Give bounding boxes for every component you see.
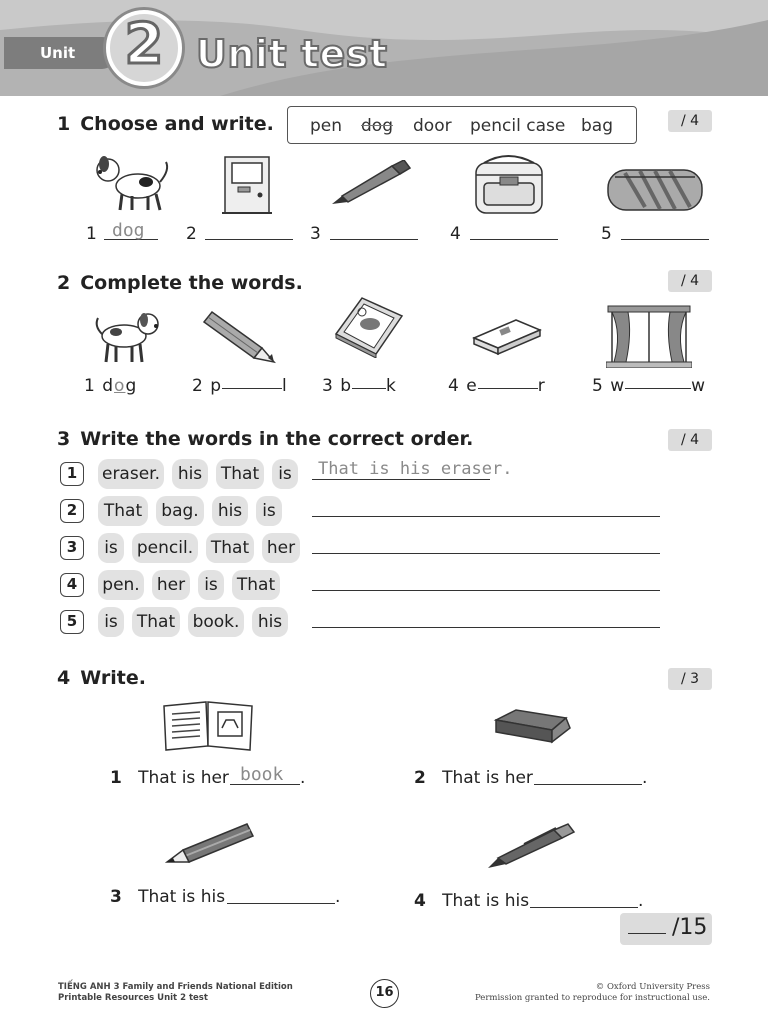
answer-line[interactable] — [312, 626, 660, 628]
word-chip[interactable]: That — [98, 496, 148, 526]
word-end: l — [282, 376, 288, 396]
book-icon — [160, 698, 256, 752]
item-number: 4 — [448, 376, 460, 396]
section2-title: Complete the words. — [80, 272, 303, 294]
section3-score: / 4 — [668, 429, 712, 451]
word-middle: o — [114, 376, 126, 396]
item-number: 1 — [110, 768, 122, 788]
section1-heading — [57, 113, 274, 135]
word-chip[interactable]: pen. — [98, 570, 144, 600]
answer-text: That is his eraser. — [318, 459, 513, 479]
footer-left-line1: TIẾNG ANH 3 Family and Friends National Edition — [58, 982, 293, 992]
word-chip[interactable]: is — [98, 607, 124, 637]
section1-number: 1 — [57, 113, 71, 135]
word-end: r — [537, 376, 546, 396]
door-icon — [222, 155, 272, 217]
sentence-period: . — [335, 887, 341, 907]
word-chip[interactable]: is — [98, 533, 124, 563]
letter-blank[interactable] — [478, 387, 538, 389]
word-chip[interactable]: his — [252, 607, 288, 637]
word-fill-item — [192, 376, 288, 396]
pen-icon — [330, 160, 412, 208]
word-chip[interactable]: That — [132, 607, 180, 637]
footer-left-line2: Printable Resources Unit 2 test — [58, 993, 208, 1003]
word-chip[interactable]: That — [216, 459, 264, 489]
section3-heading — [57, 428, 473, 450]
answer-text: book — [240, 764, 284, 785]
section2-score: / 4 — [668, 270, 712, 292]
footer-right — [475, 982, 710, 1004]
answer-line[interactable] — [470, 238, 558, 240]
answer-line[interactable] — [312, 552, 660, 554]
word-start: w — [610, 376, 626, 396]
letter-blank[interactable] — [352, 387, 386, 389]
window-icon — [606, 304, 692, 368]
section2-heading — [57, 272, 303, 294]
pencil-case-icon — [605, 165, 705, 215]
sentence-item — [414, 768, 533, 788]
answer-text: dog — [112, 220, 145, 241]
sentence-text: That is her — [442, 768, 533, 788]
word-chip[interactable]: is — [272, 459, 298, 489]
unit-number: 2 — [124, 12, 164, 77]
word-box-word: bag — [581, 116, 613, 136]
word-chip[interactable]: is — [256, 496, 282, 526]
word-box-word: pencil case — [470, 116, 566, 136]
word-box-word: pen — [310, 116, 343, 136]
section3-number: 3 — [57, 428, 71, 450]
sentence-text: That is his — [138, 887, 226, 907]
word-end: g — [125, 376, 138, 396]
item-number: 5 — [592, 376, 604, 396]
word-start: e — [466, 376, 478, 396]
item-number: 1 — [84, 376, 96, 396]
word-chip[interactable]: is — [198, 570, 224, 600]
item-number: 3 — [110, 887, 122, 907]
section4-score: / 3 — [668, 668, 712, 690]
row-number: 4 — [60, 573, 84, 597]
item-number: 2 — [414, 768, 426, 788]
answer-line[interactable] — [205, 238, 293, 240]
sentence-text: That is her — [138, 768, 229, 788]
word-box — [287, 106, 637, 144]
word-fill-item — [84, 376, 137, 396]
section1-title: Choose and write. — [80, 113, 274, 135]
total-score-label: /15 — [672, 915, 708, 940]
book-icon — [332, 294, 404, 358]
answer-line[interactable] — [330, 238, 418, 240]
word-fill-item — [592, 376, 706, 396]
word-chip[interactable]: his — [172, 459, 208, 489]
letter-blank[interactable] — [222, 387, 282, 389]
sentence-item — [110, 768, 229, 788]
answer-line[interactable] — [530, 906, 638, 908]
word-chip[interactable]: his — [212, 496, 248, 526]
word-box-word: door — [413, 116, 452, 136]
pencil-icon — [165, 820, 257, 868]
word-box-word: dog — [361, 116, 393, 136]
item-number: 4 — [450, 224, 461, 244]
footer-right-line2: Permission granted to reproduce for instructional use. — [474, 993, 710, 1003]
word-fill-item — [322, 376, 397, 396]
sentence-period: . — [638, 891, 644, 911]
section1-score: / 4 — [668, 110, 712, 132]
unit-label: Unit — [40, 44, 76, 62]
sentence-item — [414, 891, 529, 911]
row-number: 5 — [60, 610, 84, 634]
answer-line[interactable] — [534, 783, 642, 785]
word-start: b — [340, 376, 353, 396]
word-chip[interactable]: pencil. — [132, 533, 198, 563]
eraser-icon — [470, 316, 544, 356]
word-chip[interactable]: her — [152, 570, 190, 600]
item-number: 1 — [86, 224, 97, 244]
row-number: 2 — [60, 499, 84, 523]
word-start: p — [210, 376, 223, 396]
section4-number: 4 — [57, 667, 71, 689]
footer-right-line1: © Oxford University Press — [595, 982, 710, 992]
word-chip[interactable]: That — [206, 533, 254, 563]
pen-icon — [484, 822, 576, 870]
row-number: 3 — [60, 536, 84, 560]
item-number: 2 — [186, 224, 197, 244]
pencil-icon — [198, 308, 278, 366]
answer-line[interactable] — [312, 515, 660, 517]
letter-blank[interactable] — [625, 387, 691, 389]
item-number: 5 — [601, 224, 612, 244]
word-chip[interactable]: That — [232, 570, 280, 600]
sentence-text: That is his — [442, 891, 530, 911]
section3-title: Write the words in the correct order. — [80, 428, 474, 450]
eraser-icon — [492, 704, 576, 748]
word-end: k — [386, 376, 397, 396]
word-chip[interactable]: eraser. — [98, 459, 164, 489]
total-score-line[interactable] — [628, 933, 666, 934]
word-fill-item — [448, 376, 546, 396]
row-number: 1 — [60, 462, 84, 486]
answer-line[interactable] — [621, 238, 709, 240]
word-chip[interactable]: bag. — [156, 496, 204, 526]
section4-heading — [57, 667, 146, 689]
bag-icon — [470, 153, 548, 217]
page-number: 16 — [370, 979, 399, 1008]
answer-line[interactable] — [227, 902, 335, 904]
page-title: Unit test — [196, 32, 388, 76]
item-number: 3 — [310, 224, 321, 244]
dog-icon — [92, 310, 166, 366]
word-chip[interactable]: book. — [188, 607, 244, 637]
dog-icon — [92, 152, 172, 214]
sentence-period: . — [300, 768, 306, 788]
section2-number: 2 — [57, 272, 71, 294]
item-number: 4 — [414, 891, 426, 911]
sentence-item — [110, 887, 225, 907]
sentence-period: . — [642, 768, 648, 788]
footer-left — [58, 982, 293, 1004]
item-number: 2 — [192, 376, 204, 396]
word-start: d — [102, 376, 115, 396]
item-number: 3 — [322, 376, 334, 396]
word-end: w — [691, 376, 707, 396]
section4-title: Write. — [80, 667, 146, 689]
word-chip[interactable]: her — [262, 533, 300, 563]
answer-line[interactable] — [312, 589, 660, 591]
